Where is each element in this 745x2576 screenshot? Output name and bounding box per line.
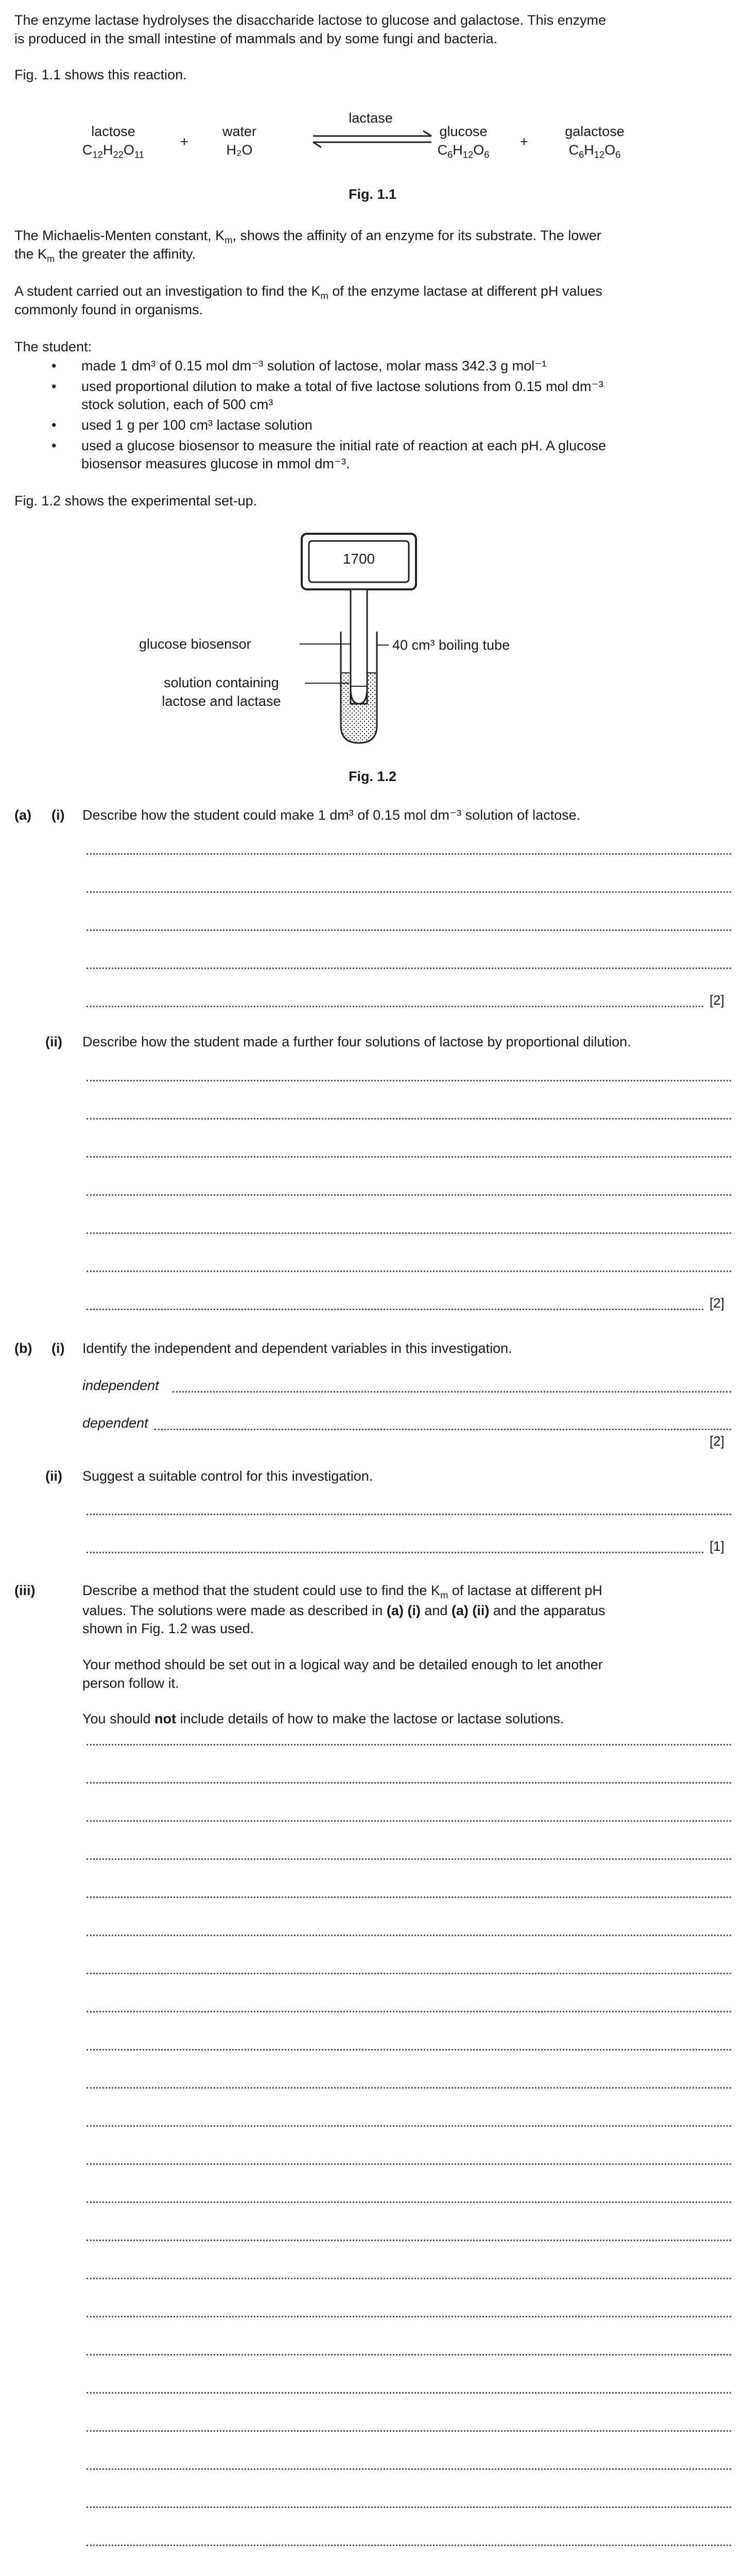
- answer-line-b-iii[interactable]: [86, 2468, 731, 2470]
- answer-line-b-iii[interactable]: [86, 2125, 731, 2127]
- answer-line-b-ii-1[interactable]: [86, 1514, 731, 1515]
- marks-a-ii: [2]: [709, 1295, 724, 1311]
- question-b-iii-number: (iii): [14, 1583, 36, 1598]
- intro-line-2: is produced in the small intestine of mammals and by some fungi and bacteria.: [14, 31, 497, 46]
- dependent-label: dependent: [82, 1415, 148, 1431]
- answer-line-b-ii-2[interactable]: [86, 1552, 703, 1553]
- reaction-glucose: [427, 123, 499, 161]
- investigation-line-1: A student carried out an investigation to find the $K_m$ of the enzyme lactase at different pH values: [14, 283, 602, 301]
- marks-a-i: [2]: [709, 992, 724, 1008]
- answer-line-b-iii[interactable]: [86, 1973, 731, 1974]
- km-text-line-2: the $K_m$ the greater the affinity.: [14, 246, 196, 264]
- reaction-lactose: [82, 123, 144, 161]
- plus-sign-1: +: [180, 134, 188, 149]
- question-a-ii-text: Describe how the student made a further four solutions of lactose by proportional dilution.: [82, 1034, 631, 1049]
- fig11-reference: Fig. 1.1 shows this reaction.: [14, 67, 187, 82]
- answer-line-b-iii[interactable]: [86, 1820, 731, 1822]
- km-text-line-1: The Michaelis-Menten constant, $K_m$, shows the affinity of an enzyme for its substrate. The lower: [14, 228, 601, 246]
- answer-line-a-ii-7[interactable]: [86, 1309, 703, 1310]
- equilibrium-arrow-icon: [309, 129, 435, 149]
- answer-line-a-i-3[interactable]: [86, 929, 731, 931]
- fig12-caption: Fig. 1.2: [348, 769, 397, 784]
- bullet-item: • used proportional dilution to make a total of five lactose solutions from 0.15 mol dm⁻³ stock solution, each of 500 cm³: [51, 378, 721, 414]
- water-label: water: [222, 124, 257, 139]
- question-b-i-number: (i): [51, 1341, 65, 1356]
- water-formula: H₂O: [226, 142, 253, 158]
- bullet-item: • made 1 dm³ of 0.15 mol dm⁻³ solution of lactose, molar mass 342.3 g mol⁻¹: [51, 357, 721, 376]
- answer-line-b-iii[interactable]: [86, 2087, 731, 2089]
- answer-line-b-iii[interactable]: [86, 1782, 731, 1784]
- answer-line-b-iii[interactable]: [86, 2240, 731, 2241]
- question-b-i-text: Identify the independent and dependent variables in this investigation.: [82, 1341, 512, 1356]
- fig11-caption: Fig. 1.1: [348, 187, 397, 202]
- label-glucose-biosensor: glucose biosensor: [139, 636, 251, 652]
- answer-line-b-iii[interactable]: [86, 2430, 731, 2432]
- independent-label: independent: [82, 1378, 159, 1393]
- question-a-i-text: Describe how the student could make 1 dm³ of 0.15 mol dm⁻³ solution of lactose.: [82, 807, 581, 823]
- answer-line-a-ii-1[interactable]: [86, 1080, 731, 1081]
- marks-b-i: [2]: [709, 1433, 724, 1449]
- marks-b-ii: [1]: [709, 1538, 724, 1554]
- student-heading: The student:: [14, 339, 92, 354]
- reaction-water: [211, 123, 268, 159]
- glucose-formula: $C_6H_{12}O_6$: [437, 142, 490, 160]
- answer-line-a-ii-2[interactable]: [86, 1118, 731, 1120]
- fig12-reference: Fig. 1.2 shows the experimental set-up.: [14, 493, 257, 509]
- independent-answer-line[interactable]: [172, 1391, 731, 1393]
- lactose-label: lactose: [91, 124, 135, 139]
- answer-line-a-ii-3[interactable]: [86, 1156, 731, 1158]
- answer-line-b-iii[interactable]: [86, 2354, 731, 2355]
- bullet-item: • used 1 g per 100 cm³ lactase solution: [51, 416, 721, 435]
- enzyme-label: lactase: [349, 110, 393, 126]
- answer-line-a-i-5[interactable]: [86, 1006, 703, 1007]
- answer-line-b-iii[interactable]: [86, 2316, 731, 2317]
- answer-line-b-iii[interactable]: [86, 2545, 731, 2546]
- question-a-i-number: (i): [51, 807, 65, 823]
- question-a-number: (a): [14, 807, 31, 823]
- answer-line-b-iii[interactable]: [86, 2011, 731, 2012]
- galactose-formula: $C_6H_{12}O_6$: [568, 142, 621, 160]
- question-b-ii-number: (ii): [45, 1468, 62, 1484]
- answer-line-b-iii[interactable]: [86, 2506, 731, 2508]
- biosensor-display-value: 1700: [342, 551, 375, 567]
- dependent-answer-line[interactable]: [154, 1429, 731, 1430]
- plus-sign-2: +: [520, 134, 528, 149]
- answer-line-b-iii[interactable]: [86, 2278, 731, 2279]
- answer-line-b-iii[interactable]: [86, 1935, 731, 1936]
- galactose-label: galactose: [565, 124, 625, 139]
- answer-line-a-i-2[interactable]: [86, 891, 731, 893]
- answer-line-a-i-1[interactable]: [86, 853, 731, 855]
- investigation-line-2: commonly found in organisms.: [14, 302, 203, 317]
- answer-line-b-iii[interactable]: [86, 1744, 731, 1745]
- answer-line-a-ii-6[interactable]: [86, 1270, 731, 1272]
- answer-line-b-iii[interactable]: [86, 2049, 731, 2050]
- bullet-item: • used a glucose biosensor to measure the initial rate of reaction at each pH. A glucose biosensor measures glucose in mmol dm⁻³.: [51, 437, 721, 473]
- reaction-galactose: [556, 123, 633, 161]
- question-b-iii-text: Describe a method that the student could use to find the $K_m$ of lactase at different pH values. The solutions were made as described in (a) (i) and (a) (ii) and the apparatus shown in Fig. 1.2 was used. Your method should be set out in a logical way and be detailed enough to let another person follow it. You should not include details of how to make the lactose or lactase solutions.: [82, 1583, 605, 1727]
- answer-line-a-ii-5[interactable]: [86, 1232, 731, 1234]
- answer-line-b-iii[interactable]: [86, 2163, 731, 2165]
- answer-line-b-iii[interactable]: [86, 2392, 731, 2394]
- answer-line-b-iii[interactable]: [86, 1858, 731, 1860]
- answer-line-b-iii[interactable]: [86, 2201, 731, 2203]
- question-b-ii-text: Suggest a suitable control for this investigation.: [82, 1468, 373, 1484]
- question-a-ii-number: (ii): [45, 1034, 62, 1049]
- lactose-formula: $C_{12}H_{22}O_{11}$: [82, 142, 144, 160]
- label-solution: solution containing lactose and lactase: [162, 675, 281, 709]
- intro-line-1: The enzyme lactase hydrolyses the disaccharide lactose to glucose and galactose. This enzyme: [14, 12, 607, 28]
- answer-line-b-iii[interactable]: [86, 1896, 731, 1898]
- answer-line-a-i-4[interactable]: [86, 968, 731, 969]
- glucose-label: glucose: [439, 124, 488, 139]
- label-boiling-tube: 40 cm³ boiling tube: [392, 637, 510, 653]
- answer-line-a-ii-4[interactable]: [86, 1194, 731, 1196]
- student-bullet-list: [51, 357, 721, 476]
- question-b-number: (b): [14, 1341, 32, 1356]
